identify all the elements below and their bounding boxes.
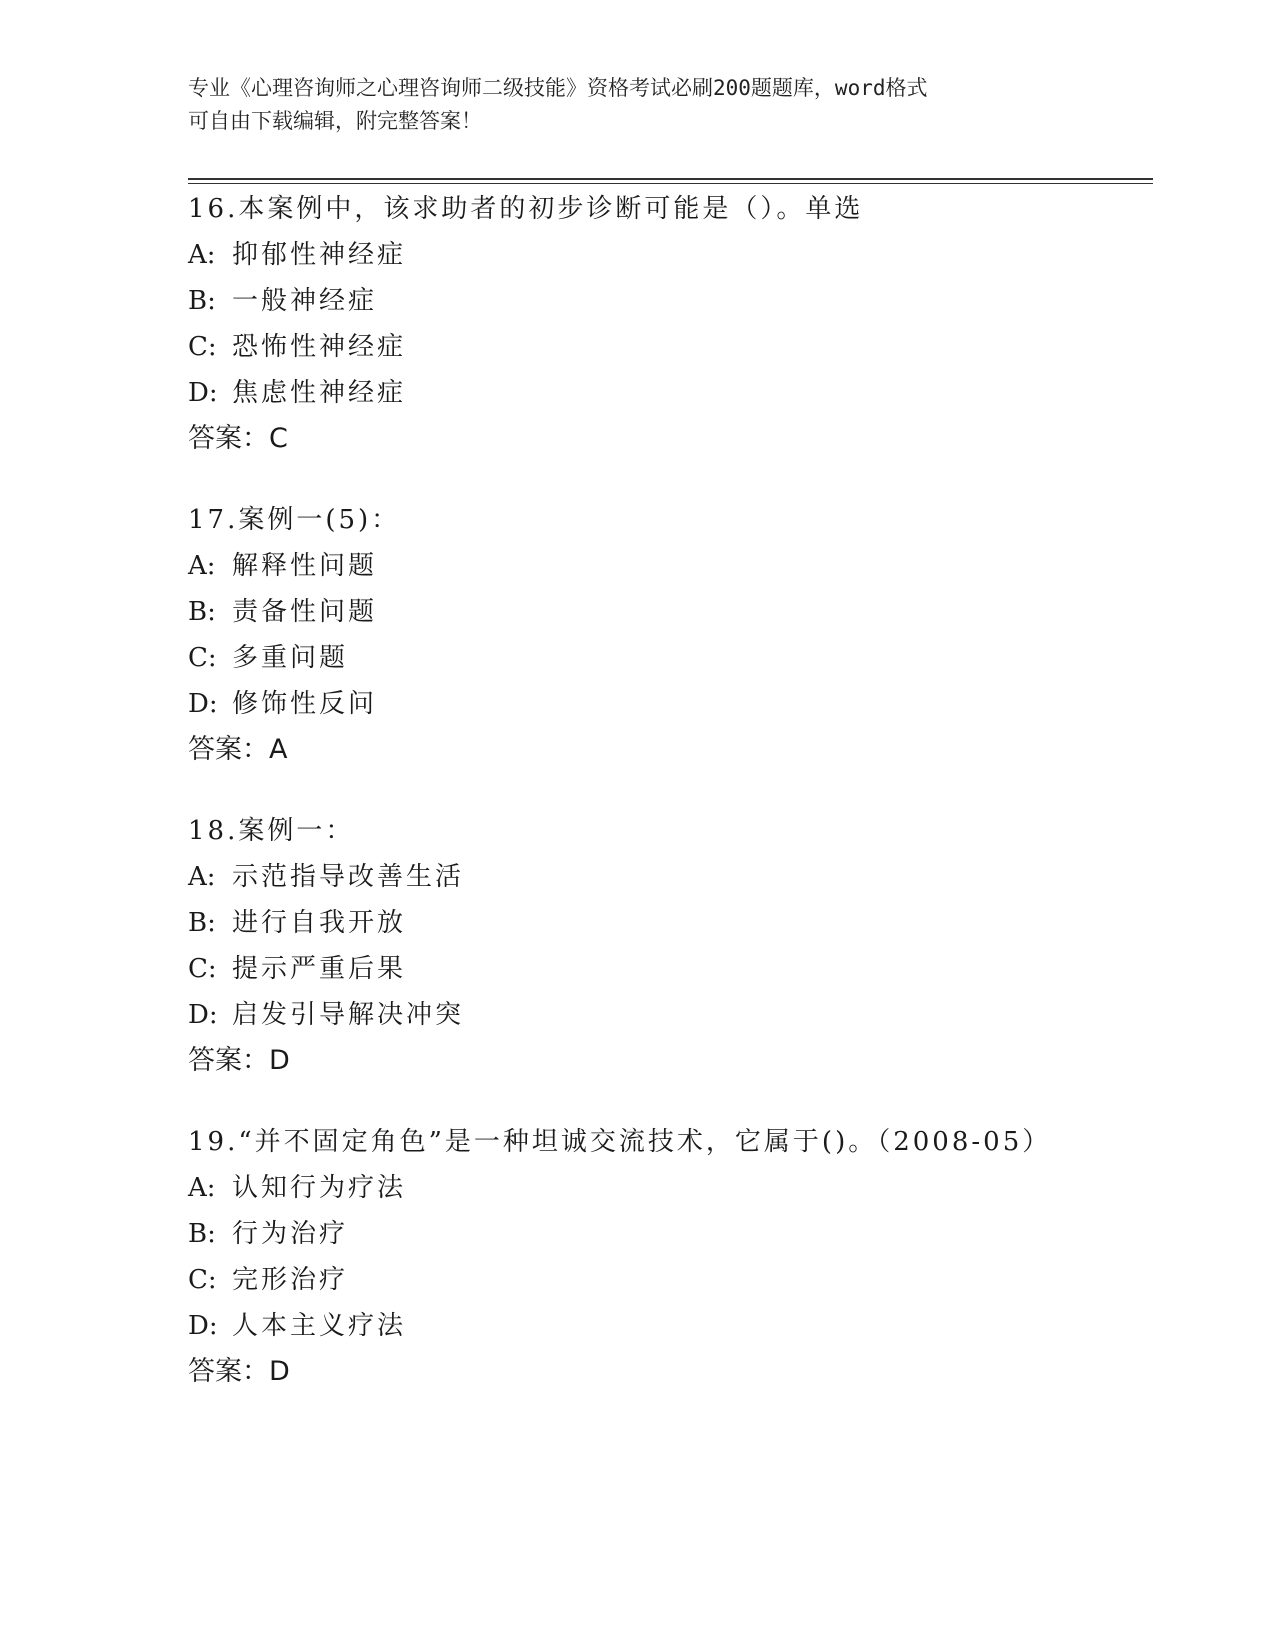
- option-text: 解释性问题: [232, 551, 378, 581]
- option-letter: B:: [188, 286, 216, 316]
- option-text: 行为治疗: [232, 1219, 349, 1249]
- question-stem: 17.案例一(5)：: [188, 505, 401, 535]
- answer-line: 答案：A: [188, 734, 288, 765]
- option-letter: A:: [188, 240, 216, 270]
- option-text: 启发引导解决冲突: [232, 1000, 465, 1030]
- option-letter: B:: [188, 597, 216, 627]
- header-divider-thick: [188, 178, 1153, 180]
- option-text: 修饰性反问: [232, 689, 378, 719]
- option-text: 多重问题: [232, 643, 349, 673]
- question-stem: 19.“并不固定角色”是一种坦诚交流技术，它属于()。（2008-05）: [188, 1127, 1052, 1157]
- question-19: [188, 1119, 1188, 1395]
- option-c: [188, 324, 1188, 370]
- option-letter: A:: [188, 862, 216, 892]
- option-c: [188, 946, 1188, 992]
- option-d: [188, 992, 1188, 1038]
- option-b: [188, 900, 1188, 946]
- option-a: [188, 854, 1188, 900]
- option-text: 恐怖性神经症: [232, 332, 407, 362]
- option-letter: B:: [188, 908, 216, 938]
- option-text: 提示严重后果: [232, 954, 407, 984]
- option-letter: C:: [188, 1265, 217, 1295]
- header-line-2: 可自由下载编辑，附完整答案！: [188, 109, 482, 133]
- option-text: 责备性问题: [232, 597, 378, 627]
- option-text: 进行自我开放: [232, 908, 407, 938]
- option-text: 一般神经症: [232, 286, 378, 316]
- option-letter: A:: [188, 1173, 216, 1203]
- option-b: [188, 589, 1188, 635]
- answer-line: 答案：D: [188, 1045, 290, 1076]
- option-text: 人本主义疗法: [232, 1311, 407, 1341]
- option-text: 认知行为疗法: [232, 1173, 407, 1203]
- option-letter: D:: [188, 1311, 218, 1341]
- header-line-1: 专业《心理咨询师之心理咨询师二级技能》资格考试必刷200题题库，word格式: [188, 76, 928, 100]
- option-letter: D:: [188, 1000, 218, 1030]
- answer-line: 答案：C: [188, 423, 288, 454]
- option-a: [188, 543, 1188, 589]
- question-16: [188, 186, 1188, 462]
- option-letter: D:: [188, 378, 218, 408]
- option-d: [188, 370, 1188, 416]
- question-stem: 16.本案例中，该求助者的初步诊断可能是（）。单选: [188, 194, 864, 224]
- option-b: [188, 1211, 1188, 1257]
- option-text: 示范指导改善生活: [232, 862, 465, 892]
- option-text: 抑郁性神经症: [232, 240, 407, 270]
- answer-line: 答案：D: [188, 1356, 290, 1387]
- option-letter: C:: [188, 643, 217, 673]
- option-letter: A:: [188, 551, 216, 581]
- option-a: [188, 232, 1188, 278]
- question-stem: 18.案例一：: [188, 816, 355, 846]
- option-c: [188, 635, 1188, 681]
- option-d: [188, 1303, 1188, 1349]
- option-letter: B:: [188, 1219, 216, 1249]
- option-letter: C:: [188, 954, 217, 984]
- question-17: [188, 497, 1188, 773]
- option-d: [188, 681, 1188, 727]
- option-letter: D:: [188, 689, 218, 719]
- option-text: 焦虑性神经症: [232, 378, 407, 408]
- question-18: [188, 808, 1188, 1084]
- header-divider-thin: [188, 183, 1153, 184]
- option-text: 完形治疗: [232, 1265, 349, 1295]
- option-b: [188, 278, 1188, 324]
- option-c: [188, 1257, 1188, 1303]
- option-a: [188, 1165, 1188, 1211]
- option-letter: C:: [188, 332, 217, 362]
- document-header: [188, 72, 1088, 138]
